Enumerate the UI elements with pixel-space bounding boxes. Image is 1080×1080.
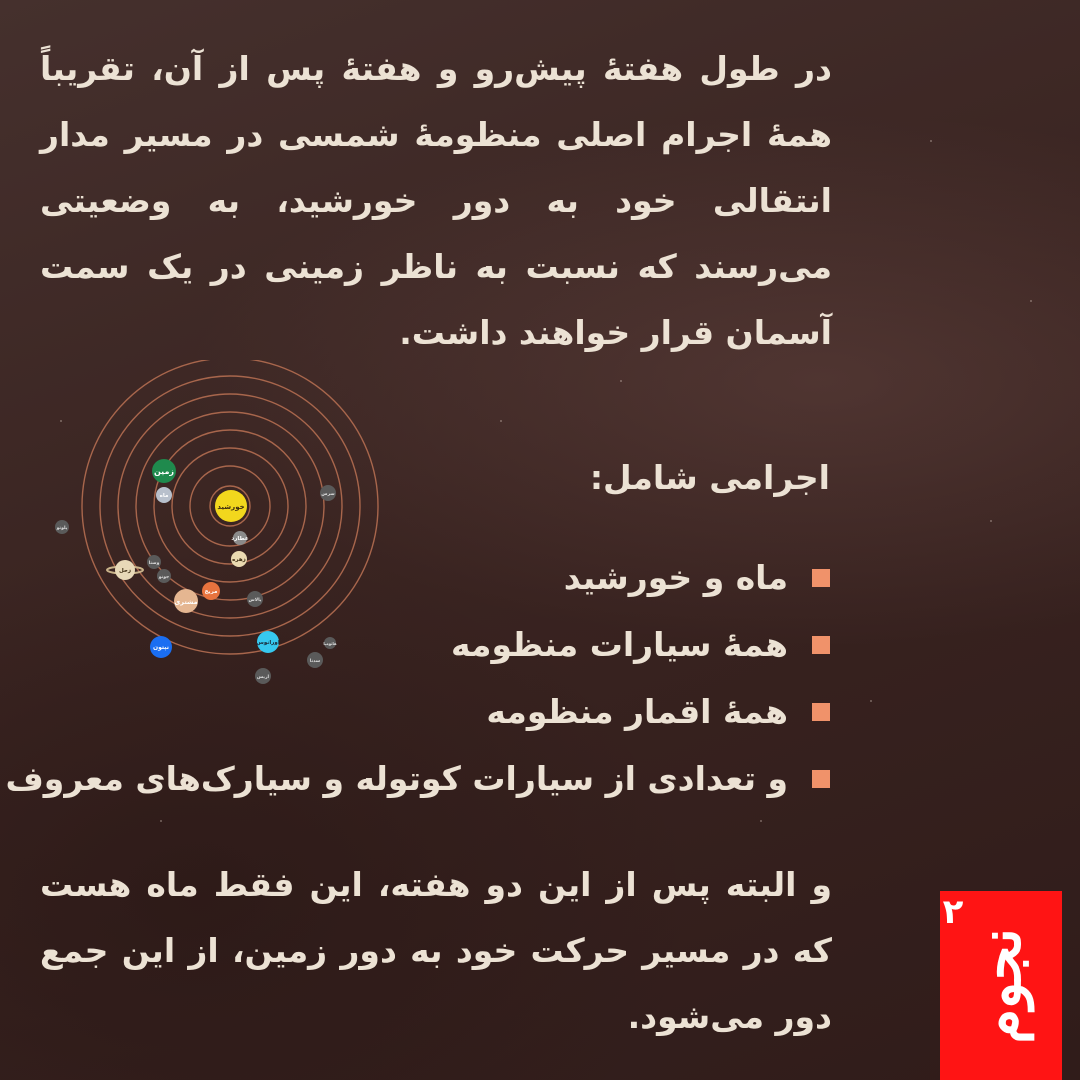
list-item-text: همهٔ اقمار منظومه	[486, 692, 788, 731]
list-item	[5, 745, 830, 812]
square-bullet-icon	[812, 703, 830, 721]
list-item	[5, 611, 830, 678]
intro-paragraph: در طول هفتهٔ پیش‌رو و هفتهٔ پس از آن، تقریباً همهٔ اجرام اصلی منظومهٔ شمسی در مسیر مدار انتقالی خود به دور خورشید، به وضعیتی می‌رسند که نسبت به ناظر زمینی در یک سمت آسمان قرار خواهند داشت.	[40, 49, 832, 352]
ceres-label: سرس	[321, 492, 335, 497]
list-item-text: ماه و خورشید	[563, 558, 788, 597]
mars-label: مریخ	[204, 589, 218, 595]
sun-label: خورشید	[217, 503, 245, 511]
pluto-label: پلوتو	[56, 526, 68, 531]
ceres-body	[320, 485, 336, 501]
uranus-label: اورانوس	[256, 640, 280, 646]
earth-label: زمین	[153, 467, 175, 476]
list-item-text: همهٔ سیارات منظومه	[451, 625, 788, 664]
saturn-label: زحل	[118, 568, 132, 574]
moon-body	[156, 487, 172, 503]
square-bullet-icon	[812, 770, 830, 788]
eris-label: اریس	[256, 675, 270, 680]
moon-label: ماه	[159, 493, 169, 499]
star	[160, 820, 162, 822]
star	[760, 820, 762, 822]
mercury-label: عطارد	[231, 536, 249, 542]
haumea-label: هائومیا	[323, 641, 337, 646]
star	[990, 520, 992, 522]
star	[1030, 300, 1032, 302]
square-bullet-icon	[812, 569, 830, 587]
juno-label: جونو	[158, 575, 170, 580]
list-item-text: و تعدادی از سیارات کوتوله و سیارک‌های معروف	[5, 759, 788, 798]
list-heading: اجرامی شامل:	[589, 458, 830, 497]
list-item	[5, 544, 830, 611]
jupiter-label: مشتری	[174, 598, 198, 606]
bodies-list	[5, 544, 830, 812]
vesta-label: وستا	[148, 561, 160, 566]
earth-body	[152, 459, 176, 483]
neptune-label: نپتون	[152, 644, 170, 651]
venus-label: زهره	[232, 557, 246, 563]
list-item	[5, 678, 830, 745]
sedna-label: سدنا	[309, 659, 321, 664]
sun-body	[215, 490, 247, 522]
square-bullet-icon	[812, 636, 830, 654]
star	[500, 420, 502, 422]
brand-logo	[940, 891, 1062, 1080]
logo-number: ۲	[942, 892, 964, 932]
star	[930, 140, 932, 142]
logo-wordmark: نجوم	[968, 928, 1034, 1044]
star	[870, 700, 872, 702]
pallas-label: پالاس	[248, 598, 262, 603]
star	[620, 380, 622, 382]
outro-paragraph: و البته پس از این دو هفته، این فقط ماه هست که در مسیر حرکت خود به دور زمین، از این جمع دور می‌شود.	[40, 865, 832, 1036]
pluto-body	[55, 520, 69, 534]
